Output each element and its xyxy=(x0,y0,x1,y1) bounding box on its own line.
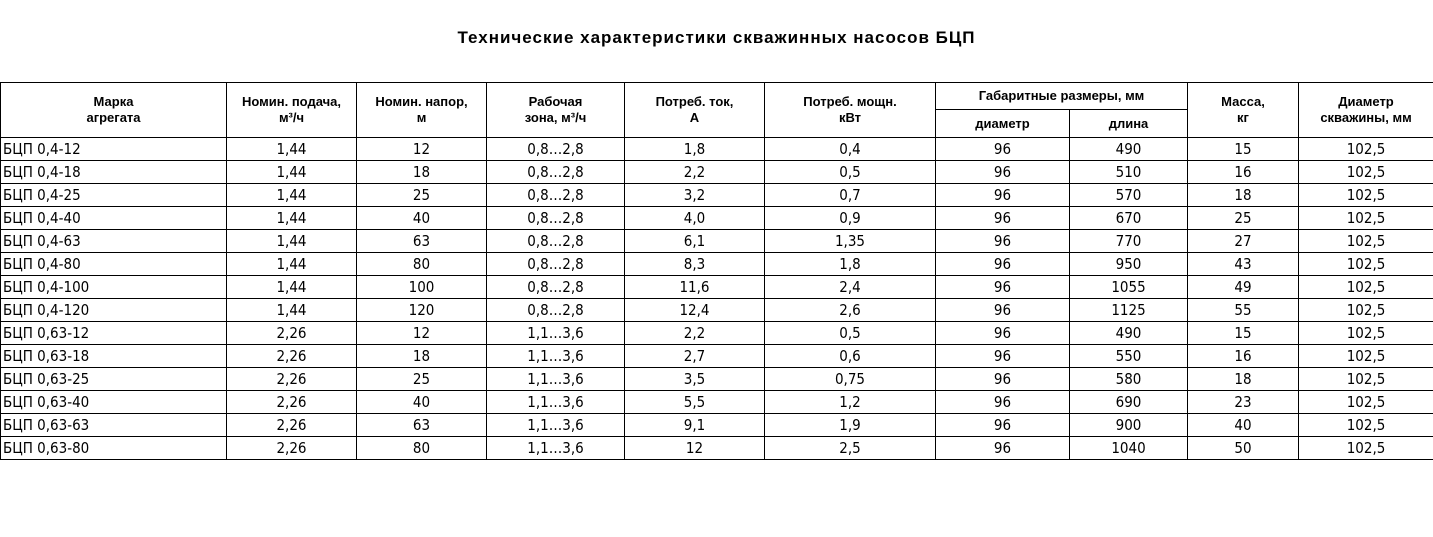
header-work-zone: Рабочая зона, м³/ч xyxy=(487,83,625,138)
cell-head: 40 xyxy=(357,207,487,230)
cell-well-diameter: 102,5 xyxy=(1299,207,1433,230)
table-row xyxy=(1,184,1433,207)
header-power: Потреб. мощн. кВт xyxy=(765,83,936,138)
cell-well-diameter: 102,5 xyxy=(1299,138,1433,161)
cell-current: 11,6 xyxy=(625,276,765,299)
cell-work-zone: 0,8…2,8 xyxy=(487,230,625,253)
header-head: Номин. напор, м xyxy=(357,83,487,138)
cell-model: БЦП 0,4-120 xyxy=(1,299,227,322)
cell-model: БЦП 0,63-18 xyxy=(1,345,227,368)
cell-current: 9,1 xyxy=(625,414,765,437)
cell-length: 770 xyxy=(1070,230,1188,253)
cell-mass: 15 xyxy=(1188,322,1299,345)
cell-power: 2,5 xyxy=(765,437,936,460)
header-model: Марка агрегата xyxy=(1,83,227,138)
cell-mass: 16 xyxy=(1188,161,1299,184)
cell-power: 0,75 xyxy=(765,368,936,391)
cell-model: БЦП 0,63-12 xyxy=(1,322,227,345)
cell-power: 0,5 xyxy=(765,322,936,345)
cell-mass: 15 xyxy=(1188,138,1299,161)
cell-flow: 1,44 xyxy=(227,138,357,161)
cell-model: БЦП 0,4-25 xyxy=(1,184,227,207)
cell-power: 1,35 xyxy=(765,230,936,253)
cell-well-diameter: 102,5 xyxy=(1299,184,1433,207)
cell-well-diameter: 102,5 xyxy=(1299,253,1433,276)
cell-length: 690 xyxy=(1070,391,1188,414)
table-row xyxy=(1,207,1433,230)
header-length: длина xyxy=(1070,110,1188,138)
cell-model: БЦП 0,4-80 xyxy=(1,253,227,276)
header-diameter: диаметр xyxy=(936,110,1070,138)
cell-mass: 18 xyxy=(1188,184,1299,207)
cell-mass: 40 xyxy=(1188,414,1299,437)
cell-diameter: 96 xyxy=(936,230,1070,253)
cell-current: 4,0 xyxy=(625,207,765,230)
cell-well-diameter: 102,5 xyxy=(1299,345,1433,368)
cell-length: 490 xyxy=(1070,322,1188,345)
table-row xyxy=(1,138,1433,161)
cell-head: 80 xyxy=(357,437,487,460)
cell-length: 570 xyxy=(1070,184,1188,207)
cell-work-zone: 0,8…2,8 xyxy=(487,299,625,322)
cell-current: 12 xyxy=(625,437,765,460)
cell-power: 0,9 xyxy=(765,207,936,230)
cell-diameter: 96 xyxy=(936,161,1070,184)
cell-work-zone: 1,1…3,6 xyxy=(487,368,625,391)
cell-diameter: 96 xyxy=(936,299,1070,322)
cell-head: 18 xyxy=(357,161,487,184)
cell-flow: 2,26 xyxy=(227,345,357,368)
cell-mass: 18 xyxy=(1188,368,1299,391)
table-row xyxy=(1,414,1433,437)
cell-diameter: 96 xyxy=(936,391,1070,414)
cell-diameter: 96 xyxy=(936,253,1070,276)
specifications-table xyxy=(0,82,1433,460)
cell-well-diameter: 102,5 xyxy=(1299,230,1433,253)
cell-head: 63 xyxy=(357,414,487,437)
cell-diameter: 96 xyxy=(936,276,1070,299)
table-row xyxy=(1,299,1433,322)
cell-head: 12 xyxy=(357,322,487,345)
cell-flow: 1,44 xyxy=(227,207,357,230)
cell-flow: 1,44 xyxy=(227,161,357,184)
cell-power: 0,5 xyxy=(765,161,936,184)
cell-flow: 1,44 xyxy=(227,299,357,322)
cell-diameter: 96 xyxy=(936,138,1070,161)
cell-diameter: 96 xyxy=(936,368,1070,391)
cell-mass: 16 xyxy=(1188,345,1299,368)
cell-work-zone: 1,1…3,6 xyxy=(487,322,625,345)
header-well-diameter: Диаметр скважины, мм xyxy=(1299,83,1433,138)
cell-length: 490 xyxy=(1070,138,1188,161)
cell-head: 100 xyxy=(357,276,487,299)
cell-model: БЦП 0,63-25 xyxy=(1,368,227,391)
cell-current: 8,3 xyxy=(625,253,765,276)
cell-mass: 50 xyxy=(1188,437,1299,460)
cell-work-zone: 1,1…3,6 xyxy=(487,345,625,368)
cell-power: 2,6 xyxy=(765,299,936,322)
table-body xyxy=(1,138,1433,460)
table-row xyxy=(1,276,1433,299)
cell-flow: 2,26 xyxy=(227,368,357,391)
cell-mass: 49 xyxy=(1188,276,1299,299)
cell-current: 2,2 xyxy=(625,161,765,184)
cell-model: БЦП 0,63-80 xyxy=(1,437,227,460)
cell-length: 580 xyxy=(1070,368,1188,391)
cell-head: 12 xyxy=(357,138,487,161)
cell-model: БЦП 0,4-40 xyxy=(1,207,227,230)
table-row xyxy=(1,437,1433,460)
cell-model: БЦП 0,4-18 xyxy=(1,161,227,184)
cell-length: 1040 xyxy=(1070,437,1188,460)
cell-flow: 2,26 xyxy=(227,414,357,437)
cell-mass: 55 xyxy=(1188,299,1299,322)
cell-current: 3,5 xyxy=(625,368,765,391)
cell-length: 950 xyxy=(1070,253,1188,276)
table-row xyxy=(1,161,1433,184)
table-row xyxy=(1,253,1433,276)
cell-flow: 1,44 xyxy=(227,230,357,253)
header-mass: Масса, кг xyxy=(1188,83,1299,138)
table-row xyxy=(1,368,1433,391)
cell-work-zone: 0,8…2,8 xyxy=(487,138,625,161)
cell-diameter: 96 xyxy=(936,414,1070,437)
cell-current: 12,4 xyxy=(625,299,765,322)
cell-model: БЦП 0,63-63 xyxy=(1,414,227,437)
table-row xyxy=(1,322,1433,345)
cell-length: 670 xyxy=(1070,207,1188,230)
cell-diameter: 96 xyxy=(936,207,1070,230)
header-dimensions: Габаритные размеры, мм xyxy=(936,83,1188,110)
table-header xyxy=(1,83,1433,138)
cell-work-zone: 0,8…2,8 xyxy=(487,276,625,299)
cell-power: 1,2 xyxy=(765,391,936,414)
cell-well-diameter: 102,5 xyxy=(1299,391,1433,414)
cell-head: 80 xyxy=(357,253,487,276)
header-current: Потреб. ток, А xyxy=(625,83,765,138)
cell-power: 0,4 xyxy=(765,138,936,161)
cell-head: 25 xyxy=(357,184,487,207)
cell-current: 3,2 xyxy=(625,184,765,207)
table-row xyxy=(1,391,1433,414)
cell-well-diameter: 102,5 xyxy=(1299,368,1433,391)
cell-flow: 1,44 xyxy=(227,276,357,299)
cell-well-diameter: 102,5 xyxy=(1299,276,1433,299)
cell-well-diameter: 102,5 xyxy=(1299,299,1433,322)
cell-mass: 27 xyxy=(1188,230,1299,253)
cell-mass: 23 xyxy=(1188,391,1299,414)
cell-flow: 2,26 xyxy=(227,322,357,345)
cell-diameter: 96 xyxy=(936,184,1070,207)
cell-head: 18 xyxy=(357,345,487,368)
cell-power: 1,9 xyxy=(765,414,936,437)
cell-diameter: 96 xyxy=(936,345,1070,368)
cell-length: 900 xyxy=(1070,414,1188,437)
table-row xyxy=(1,345,1433,368)
cell-flow: 2,26 xyxy=(227,391,357,414)
cell-work-zone: 0,8…2,8 xyxy=(487,207,625,230)
cell-head: 25 xyxy=(357,368,487,391)
header-flow: Номин. подача, м³/ч xyxy=(227,83,357,138)
cell-length: 1125 xyxy=(1070,299,1188,322)
cell-power: 0,7 xyxy=(765,184,936,207)
cell-well-diameter: 102,5 xyxy=(1299,437,1433,460)
page-title: Технические характеристики скважинных насосов БЦП xyxy=(457,28,976,47)
cell-length: 1055 xyxy=(1070,276,1188,299)
cell-model: БЦП 0,4-12 xyxy=(1,138,227,161)
cell-diameter: 96 xyxy=(936,437,1070,460)
cell-flow: 1,44 xyxy=(227,253,357,276)
cell-mass: 43 xyxy=(1188,253,1299,276)
cell-well-diameter: 102,5 xyxy=(1299,161,1433,184)
cell-work-zone: 0,8…2,8 xyxy=(487,161,625,184)
cell-head: 40 xyxy=(357,391,487,414)
cell-work-zone: 0,8…2,8 xyxy=(487,253,625,276)
cell-power: 1,8 xyxy=(765,253,936,276)
cell-current: 2,7 xyxy=(625,345,765,368)
cell-current: 5,5 xyxy=(625,391,765,414)
cell-model: БЦП 0,4-100 xyxy=(1,276,227,299)
cell-work-zone: 1,1…3,6 xyxy=(487,414,625,437)
cell-mass: 25 xyxy=(1188,207,1299,230)
cell-current: 6,1 xyxy=(625,230,765,253)
cell-work-zone: 1,1…3,6 xyxy=(487,391,625,414)
cell-model: БЦП 0,4-63 xyxy=(1,230,227,253)
cell-length: 550 xyxy=(1070,345,1188,368)
cell-power: 2,4 xyxy=(765,276,936,299)
table-row xyxy=(1,230,1433,253)
cell-length: 510 xyxy=(1070,161,1188,184)
cell-diameter: 96 xyxy=(936,322,1070,345)
cell-power: 0,6 xyxy=(765,345,936,368)
cell-flow: 2,26 xyxy=(227,437,357,460)
cell-model: БЦП 0,63-40 xyxy=(1,391,227,414)
cell-current: 2,2 xyxy=(625,322,765,345)
cell-well-diameter: 102,5 xyxy=(1299,414,1433,437)
cell-current: 1,8 xyxy=(625,138,765,161)
cell-well-diameter: 102,5 xyxy=(1299,322,1433,345)
cell-head: 120 xyxy=(357,299,487,322)
cell-head: 63 xyxy=(357,230,487,253)
cell-work-zone: 0,8…2,8 xyxy=(487,184,625,207)
cell-work-zone: 1,1…3,6 xyxy=(487,437,625,460)
cell-flow: 1,44 xyxy=(227,184,357,207)
